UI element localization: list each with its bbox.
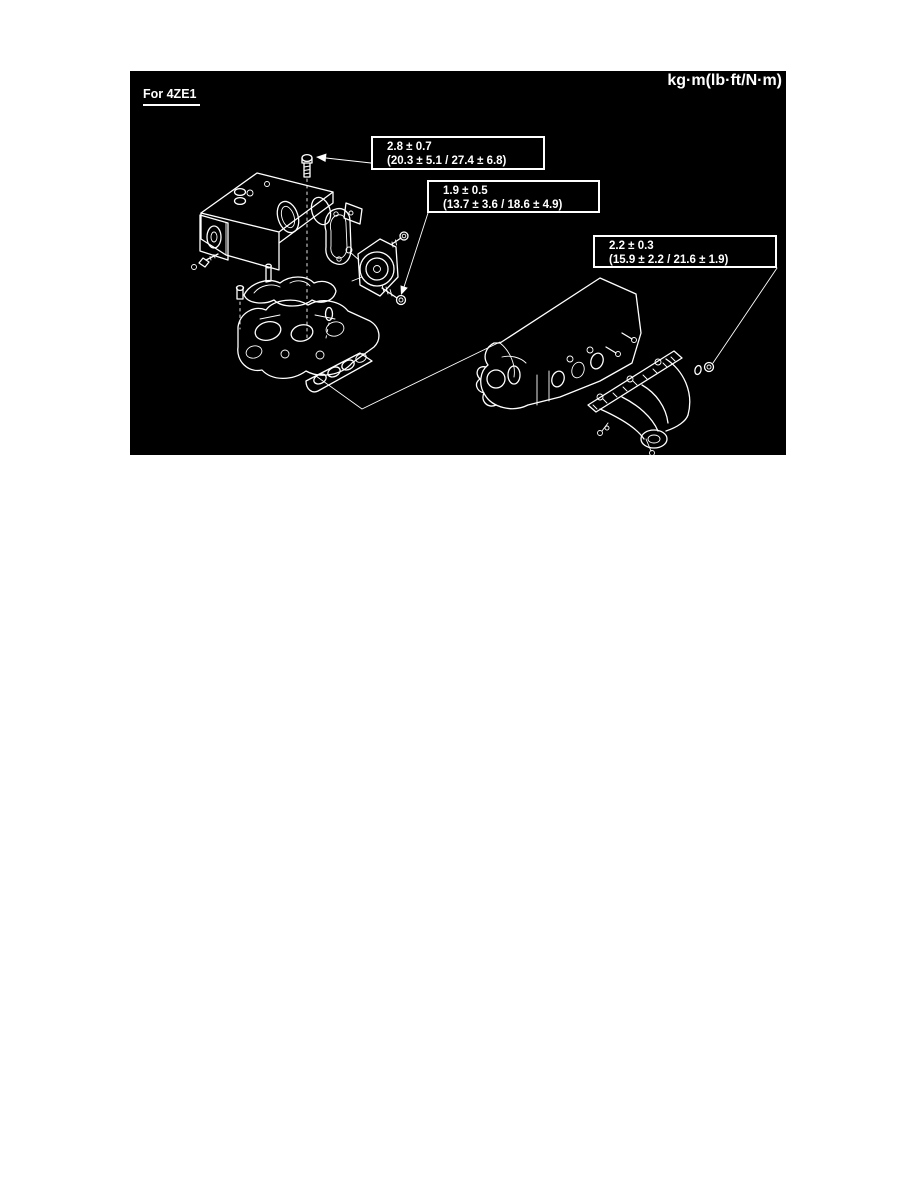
lower-intake-manifold-drawing [237,277,379,392]
torque-callout-1 [371,136,545,170]
exhaust-manifold-drawing [588,351,714,455]
leader-arrow-1 [316,154,371,164]
torque-value-kgm: 1.9 ± 0.5 [443,185,488,197]
bolt-washer-icon [694,363,714,376]
torque-value-converted: (15.9 ± 2.2 / 21.6 ± 1.9) [609,254,729,266]
throttle-body-drawing [346,232,408,305]
bolt-icon [302,155,312,177]
leader-arrow-2 [401,213,429,295]
sensor-bolt-icon [192,254,219,270]
leader-line-extension [316,342,500,409]
torque-spec-diagram-panel [130,71,786,455]
upper-intake-manifold-drawing [192,155,363,282]
leader-line-3 [713,268,777,363]
cylinder-head-drawing [477,278,641,409]
torque-callout-2 [427,180,600,213]
torque-value-kgm: 2.8 ± 0.7 [387,141,432,153]
engine-variant-label: For 4ZE1 [143,87,200,106]
torque-value-kgm: 2.2 ± 0.3 [609,240,654,252]
unit-legend: kg·m(lb·ft/N·m) [667,72,782,89]
throttle-gasket-drawing [325,209,351,265]
torque-callout-3 [593,235,777,268]
torque-value-converted: (20.3 ± 5.1 / 27.4 ± 6.8) [387,155,507,167]
torque-value-converted: (13.7 ± 3.6 / 18.6 ± 4.9) [443,199,563,211]
